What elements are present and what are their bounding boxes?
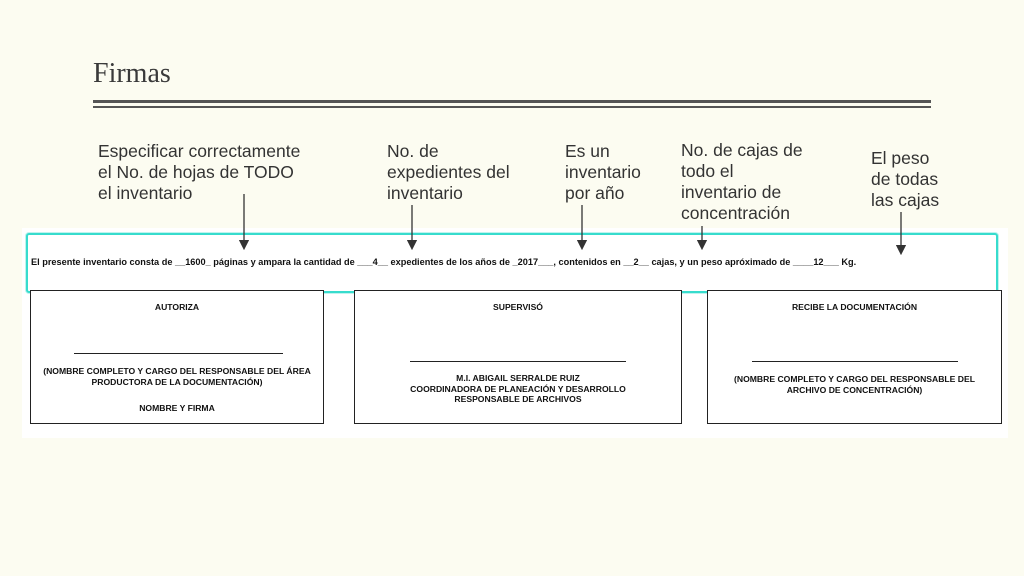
signature-caption-line: ARCHIVO DE CONCENTRACIÓN) (786, 384, 923, 395)
signature-footer: NOMBRE Y FIRMA (139, 403, 215, 413)
note-expedientes-line: expedientes del (387, 162, 510, 182)
note-expedientes-line: inventario (387, 183, 463, 203)
signature-box-superviso (354, 290, 682, 424)
signature-line (74, 353, 283, 354)
note-hojas-line: el No. de hojas de TODO (98, 162, 294, 182)
signature-caption-line: (NOMBRE COMPLETO Y CARGO DEL RESPONSABLE DEL ÁREA (43, 366, 311, 376)
signature-heading: SUPERVISÓ (493, 302, 543, 312)
signature-caption (35, 366, 319, 387)
signature-heading: AUTORIZA (154, 302, 200, 312)
signature-box-autoriza (30, 290, 324, 424)
note-cajas-line: No. de cajas de (681, 140, 803, 160)
note-peso (871, 148, 939, 211)
note-peso-line: El peso (871, 148, 930, 168)
signature-heading: RECIBE LA DOCUMENTACIÓN (791, 302, 918, 312)
title-rule-thin (93, 106, 931, 108)
signature-caption (712, 374, 997, 395)
note-hojas (98, 141, 300, 204)
signature-caption (359, 373, 677, 405)
note-peso-line: las cajas (871, 190, 940, 210)
signature-caption-line: COORDINADORA DE PLANEACIÓN Y DESARROLLO (410, 383, 626, 394)
note-anio (565, 141, 641, 204)
note-cajas-line: concentración (681, 203, 790, 223)
signature-line (410, 361, 626, 362)
inventory-sentence: El presente inventario consta de __1600_ páginas y ampara la cantidad de ___4__ expedientes de los años de _2017___, contenidos en __2__ cajas, y un peso apróximado de ____12___ Kg. (31, 257, 857, 267)
signature-caption-line: M.I. ABIGAIL SERRALDE RUIZ (456, 373, 580, 383)
slide-title: Firmas (93, 58, 171, 89)
note-cajas-line: inventario de (681, 182, 782, 202)
note-hojas-line: Especificar correctamente (98, 141, 301, 161)
signature-caption-line: PRODUCTORA DE LA DOCUMENTACIÓN) (91, 376, 263, 387)
note-anio-line: por año (565, 183, 625, 203)
signature-caption-line: RESPONSABLE DE ARCHIVOS (454, 394, 582, 404)
signature-box-recibe (707, 290, 1002, 424)
signature-caption-line: (NOMBRE COMPLETO Y CARGO DEL RESPONSABLE DEL (734, 374, 975, 384)
signature-line (752, 361, 958, 362)
note-expedientes (387, 141, 510, 204)
note-expedientes-line: No. de (387, 141, 439, 161)
note-anio-line: inventario (565, 162, 641, 182)
title-rule-thick (93, 100, 931, 103)
note-hojas-line: el inventario (98, 183, 193, 203)
note-peso-line: de todas (871, 169, 939, 189)
note-anio-line: Es un (565, 141, 610, 161)
note-cajas-line: todo el (681, 161, 734, 181)
note-cajas (681, 140, 803, 224)
